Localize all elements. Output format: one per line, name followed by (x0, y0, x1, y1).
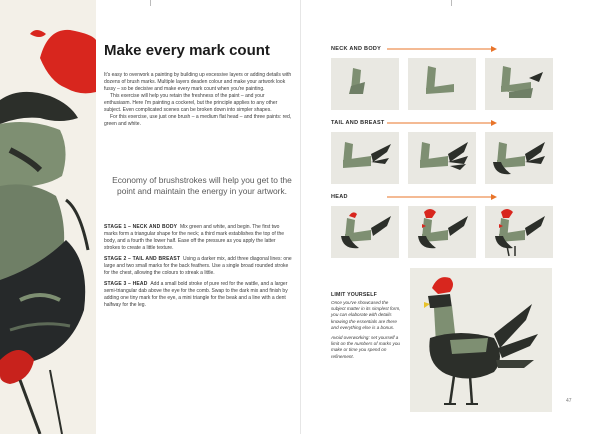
arrow-right-icon (387, 120, 497, 126)
stage-heading: STAGE 1 – NECK AND BODY (104, 224, 178, 230)
step-image (331, 132, 399, 184)
stage-text: Add a small bold stroke of pure red for the wattle, and a larger semi-triangular dab above the eye for the comb. Swap to the dark mix and finish by adding one tiny mark for the eye, a mini triangle for the beak and a line with a dent halfway for the leg. (104, 281, 288, 308)
intro-text (104, 72, 292, 128)
step-image (331, 206, 399, 258)
page-title: Make every mark count (104, 42, 270, 59)
step-image (408, 58, 476, 110)
step-image (485, 132, 553, 184)
step-image (485, 58, 553, 110)
limit-yourself-heading: LIMIT YOURSELF (331, 292, 377, 298)
stage-text: Using a darker mix, add three diagonal lines: one large and two small marks for the back feathers. Use a single broad rounded stroke for the chest, allowing the colours to streak a little. (104, 256, 292, 276)
limit-paragraph: Once you've showcased the subject matter in its simplest form, you can elaborate with details knowing the essentials are there and everything else is a bonus. (331, 300, 401, 330)
cockerel-painting-detail (0, 0, 96, 434)
step-image (408, 206, 476, 258)
arrow-right-icon (387, 194, 497, 200)
stage-heading: STAGE 3 – HEAD (104, 281, 148, 287)
page-number: 47 (566, 398, 572, 404)
limit-paragraph: Avoid overworking: set yourself a limit on the numbers of marks you make or time you spend on refinement. (331, 335, 400, 359)
stage-2 (104, 256, 292, 277)
intro-paragraph: It's easy to overwork a painting by building up excessive layers or adding details with dozens of brush marks. Multiple layers deaden colour and make your artwork look fussy – so be decisive and make every mark count when you're painting. (104, 72, 292, 92)
intro-paragraph: This exercise will help you retain the freshness of the paint – and your enthusiasm. Here I'm painting a cockerel, but the principle applies to any other subject. Even complicated scenes can be broken down into simpler shapes. (104, 93, 278, 113)
crop-mark (451, 0, 452, 6)
stage-text: Mix green and white, and begin. The first two marks form a triangular shape for the neck; a third mark establishes the top of the body, and a fourth the lower half. Ease off the pressure as you apply the latter strokes to create a little texture. (104, 224, 285, 251)
row-label-neck-and-body: NECK AND BODY (331, 46, 382, 52)
crop-mark (150, 0, 151, 6)
row-label-head: HEAD (331, 194, 348, 200)
finished-cockerel-painting (410, 268, 552, 412)
intro-paragraph: For this exercise, use just one brush – a medium flat head – and three paints: red, green and white. (104, 114, 292, 127)
stage-heading: STAGE 2 – TAIL AND BREAST (104, 256, 181, 262)
stage-3 (104, 281, 292, 309)
row-label-tail-and-breast: TAIL AND BREAST (331, 120, 385, 126)
arrow-right-icon (387, 46, 497, 52)
step-image (485, 206, 553, 258)
stage-1 (104, 224, 292, 252)
step-image (408, 132, 476, 184)
limit-yourself-text (331, 300, 401, 364)
stage-instructions (104, 224, 292, 313)
step-image (331, 58, 399, 110)
pull-quote: Economy of brushstrokes will help you get to the point and maintain the energy in your artwork. (112, 175, 292, 196)
